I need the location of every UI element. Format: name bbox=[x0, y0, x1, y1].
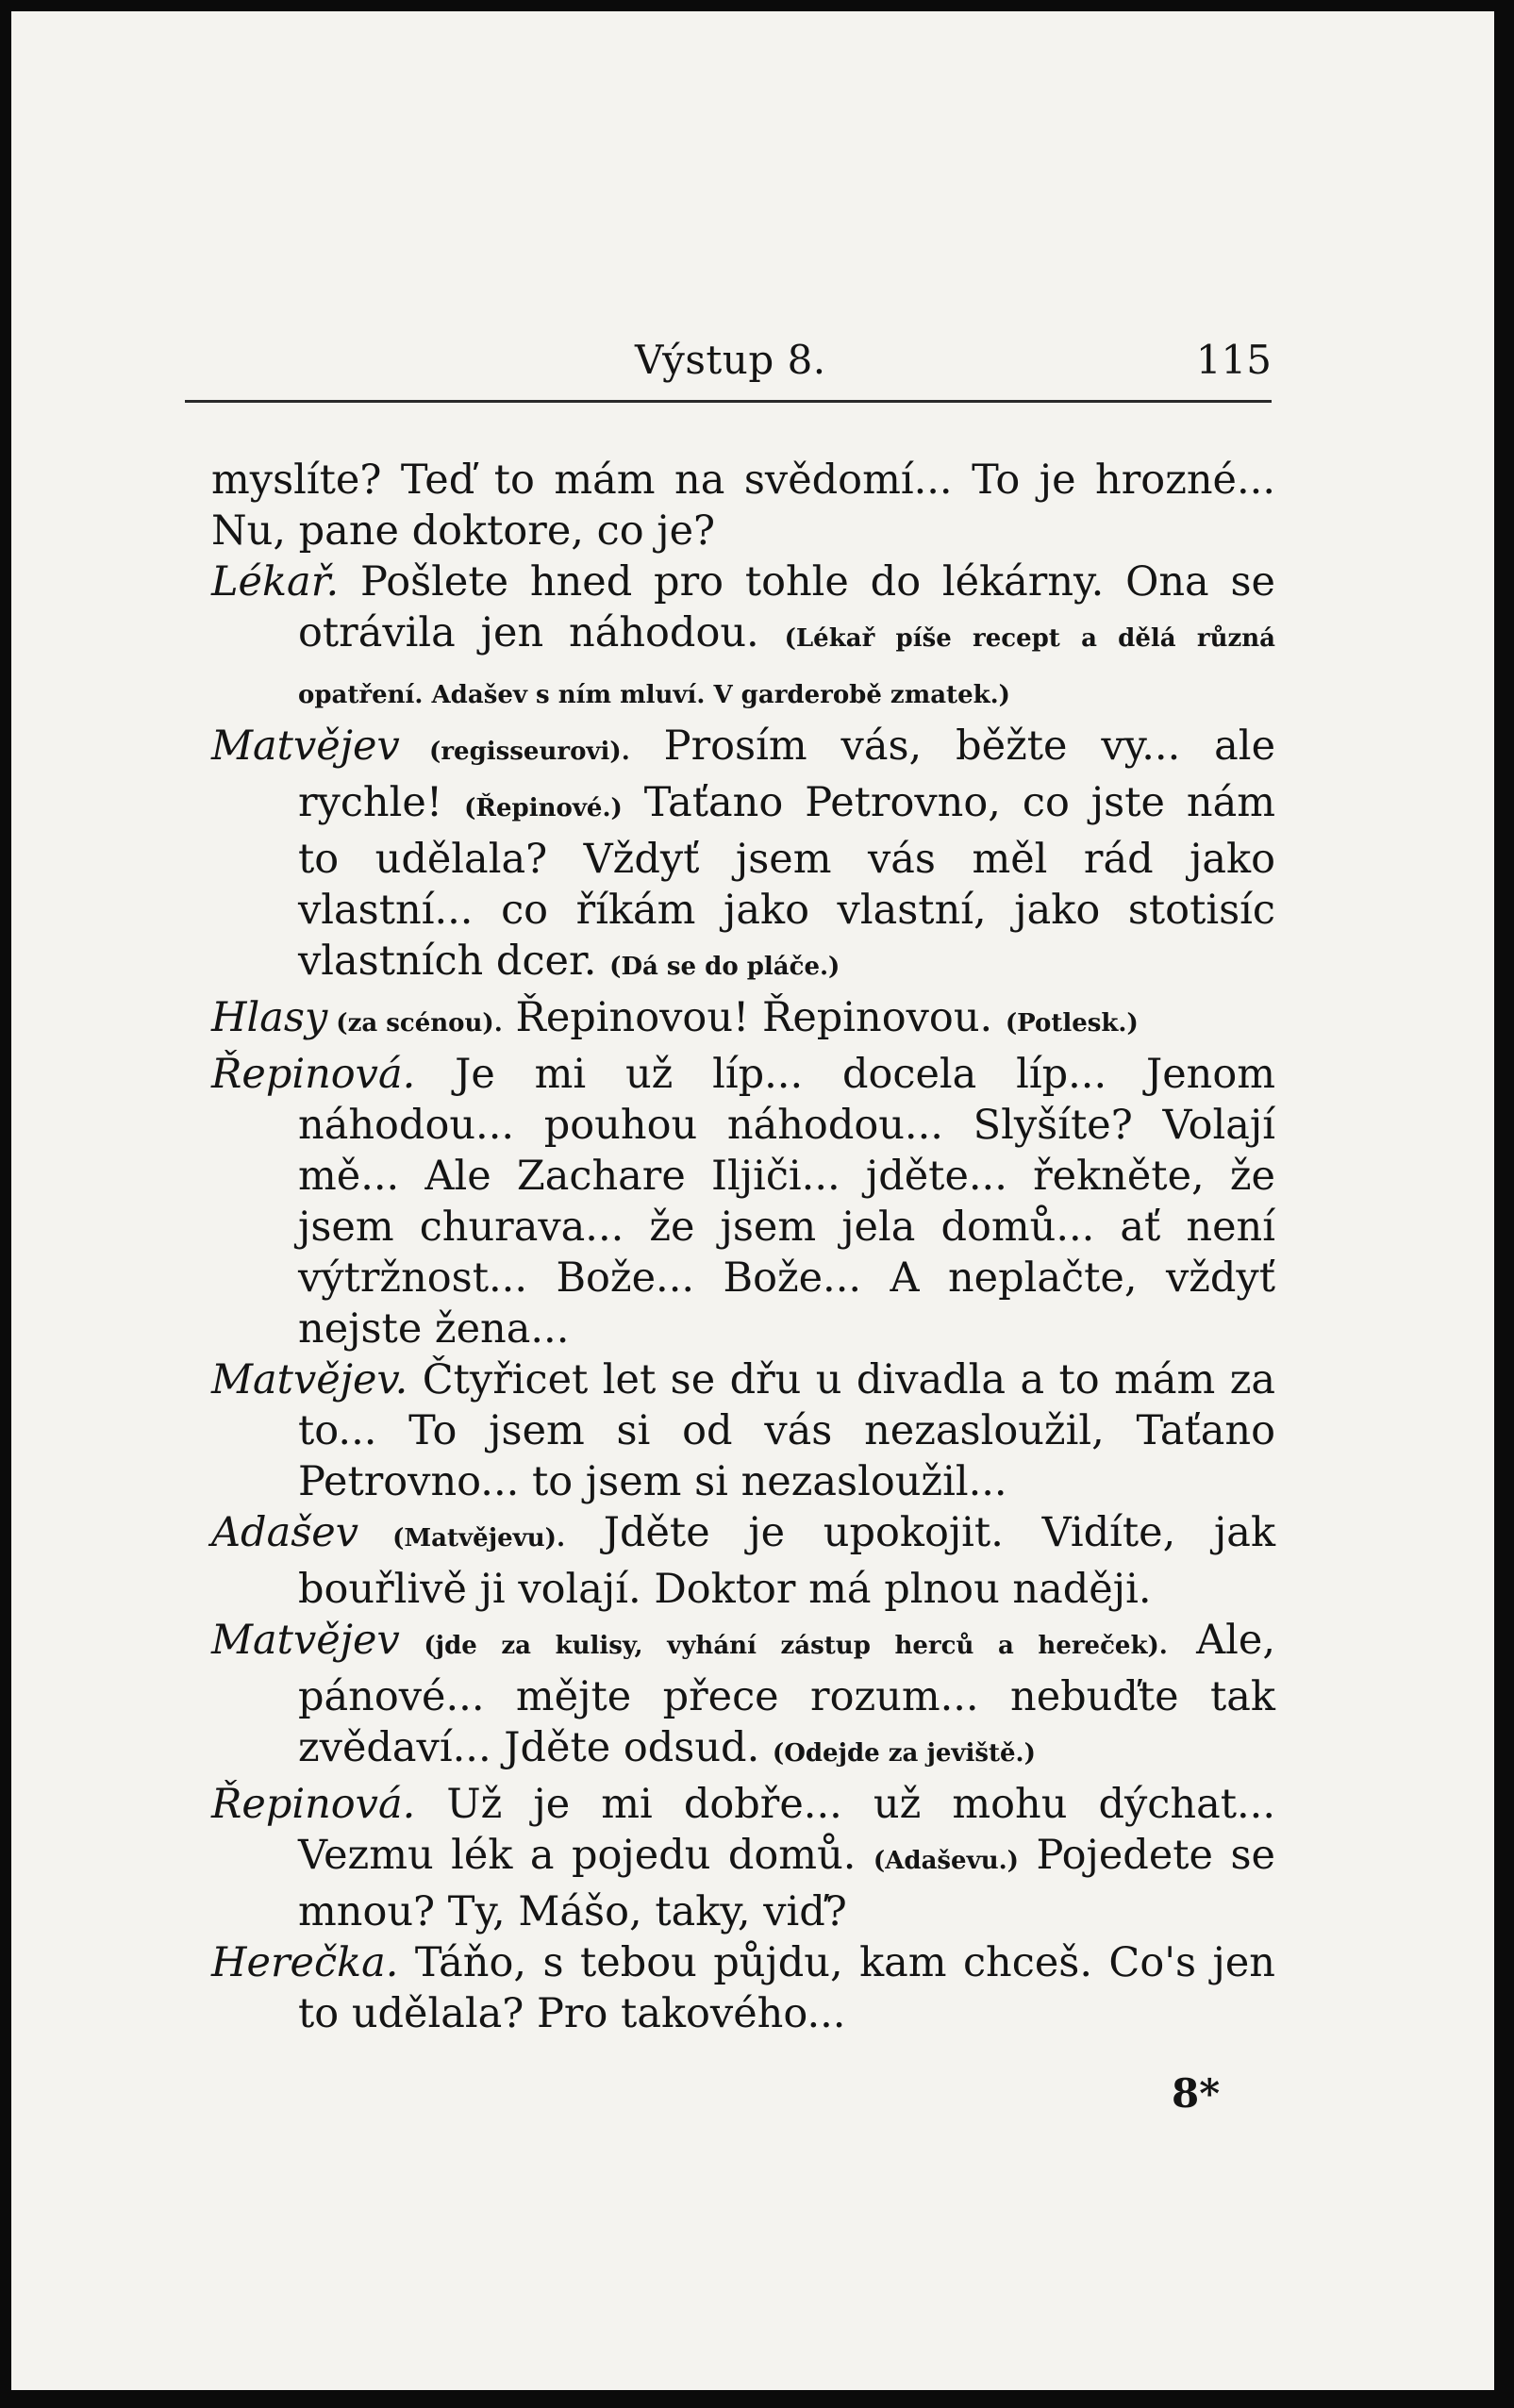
dialogue-text: Táňo, s tebou půjdu, kam chceš. Co's jen to udělala? Pro takového... bbox=[298, 1939, 1275, 2037]
dialogue-text: Ale, pánové... mějte přece rozum... nebuďte tak zvědaví... Jděte odsud. bbox=[298, 1617, 1275, 1771]
stage-direction: (Dá se do pláče.) bbox=[609, 953, 840, 981]
speaker-name: Matvějev. bbox=[211, 1356, 408, 1403]
page-number: 115 bbox=[1195, 337, 1272, 383]
dialogue-text: Čtyřicet let se dřu u divadla a to mám za to... To jsem si od vás nezasloužil, Taťano Petrovno... to jsem si nezasloužil... bbox=[298, 1356, 1275, 1505]
stage-direction: (Potlesk.) bbox=[1005, 1009, 1139, 1038]
play-text bbox=[211, 455, 1275, 2039]
dialogue-paragraph bbox=[211, 1937, 1275, 2039]
stage-direction: (za scénou). bbox=[327, 1009, 503, 1038]
dialogue-text: Taťano Petrovno, co jste nám to udělala? Vždyť jsem vás měl rád jako vlastní... co říkám jako vlastní, jako stotisíc vlastních dcer. bbox=[298, 779, 1275, 985]
stage-direction: (Odejde za jeviště.) bbox=[772, 1739, 1036, 1768]
dialogue-paragraph bbox=[211, 1049, 1275, 1354]
stage-direction: (jde za kulisy, vyhání zástup herců a hereček). bbox=[399, 1632, 1168, 1660]
speaker-name: Hlasy bbox=[211, 994, 328, 1041]
speaker-name: Herečka. bbox=[211, 1939, 399, 1986]
header-rule bbox=[185, 400, 1272, 403]
dialogue-paragraph bbox=[211, 1615, 1275, 1779]
dialogue-text: Je mi už líp... docela líp... Jenom náhodou... pouhou náhodou... Slyšíte? Volají mě... Ale Zachare Iljiči... jděte... řekněte, že jsem churava... že jsem jela domů... ať není výtržnost... Bože... Bože... A neplačte, vždyť nejste žena... bbox=[298, 1051, 1275, 1353]
header-title: Výstup 8. bbox=[635, 337, 826, 383]
signature-mark: 8* bbox=[1172, 2070, 1221, 2117]
speaker-name: Lékař. bbox=[211, 558, 340, 606]
stage-direction: (Lékař píše recept a dělá různá opatření. Adašev s ním mluví. V garderobě zmatek.) bbox=[298, 624, 1275, 709]
dialogue-paragraph bbox=[211, 992, 1275, 1049]
stage-direction: (regisseurovi). bbox=[399, 738, 630, 766]
dialogue-paragraph bbox=[211, 1354, 1275, 1507]
dialogue-paragraph bbox=[211, 721, 1275, 992]
speaker-name: Řepinová. bbox=[211, 1781, 416, 1828]
speaker-name: Řepinová. bbox=[211, 1051, 416, 1098]
speaker-name: Matvějev bbox=[211, 1617, 400, 1664]
dialogue-text: Prosím vás, běžte vy... ale rychle! bbox=[298, 722, 1276, 826]
stage-direction: (Řepinové.) bbox=[464, 794, 623, 822]
dialogue-text: Jděte je upokojit. Vidíte, jak bouřlivě ji volají. Doktor má plnou naději. bbox=[298, 1509, 1276, 1613]
dialogue-text: Už je mi dobře... už mohu dýchat... Vezmu lék a pojedu domů. bbox=[298, 1781, 1275, 1879]
dialogue-text: Pošlete hned pro tohle do lékárny. Ona se otrávila jen náhodou. bbox=[298, 558, 1275, 656]
speaker-name: Matvějev bbox=[211, 722, 400, 770]
dialogue-text: myslíte? Teď to mám na svědomí... To je hrozné... Nu, pane doktore, co je? bbox=[211, 457, 1275, 555]
stage-direction: (Adaševu.) bbox=[873, 1847, 1019, 1875]
running-header bbox=[196, 337, 1272, 393]
dialogue-paragraph bbox=[211, 556, 1275, 721]
book-page bbox=[11, 11, 1494, 2390]
dialogue-text: Řepinovou! Řepinovou. bbox=[502, 994, 1006, 1041]
speaker-name: Adašev bbox=[211, 1509, 359, 1556]
stage-direction: (Matvějevu). bbox=[358, 1524, 566, 1553]
dialogue-paragraph bbox=[211, 1507, 1275, 1615]
dialogue-text: Pojedete se mnou? Ty, Mášo, taky, viď? bbox=[298, 1832, 1275, 1935]
continuation-paragraph bbox=[211, 455, 1275, 556]
dialogue-paragraph bbox=[211, 1779, 1275, 1937]
